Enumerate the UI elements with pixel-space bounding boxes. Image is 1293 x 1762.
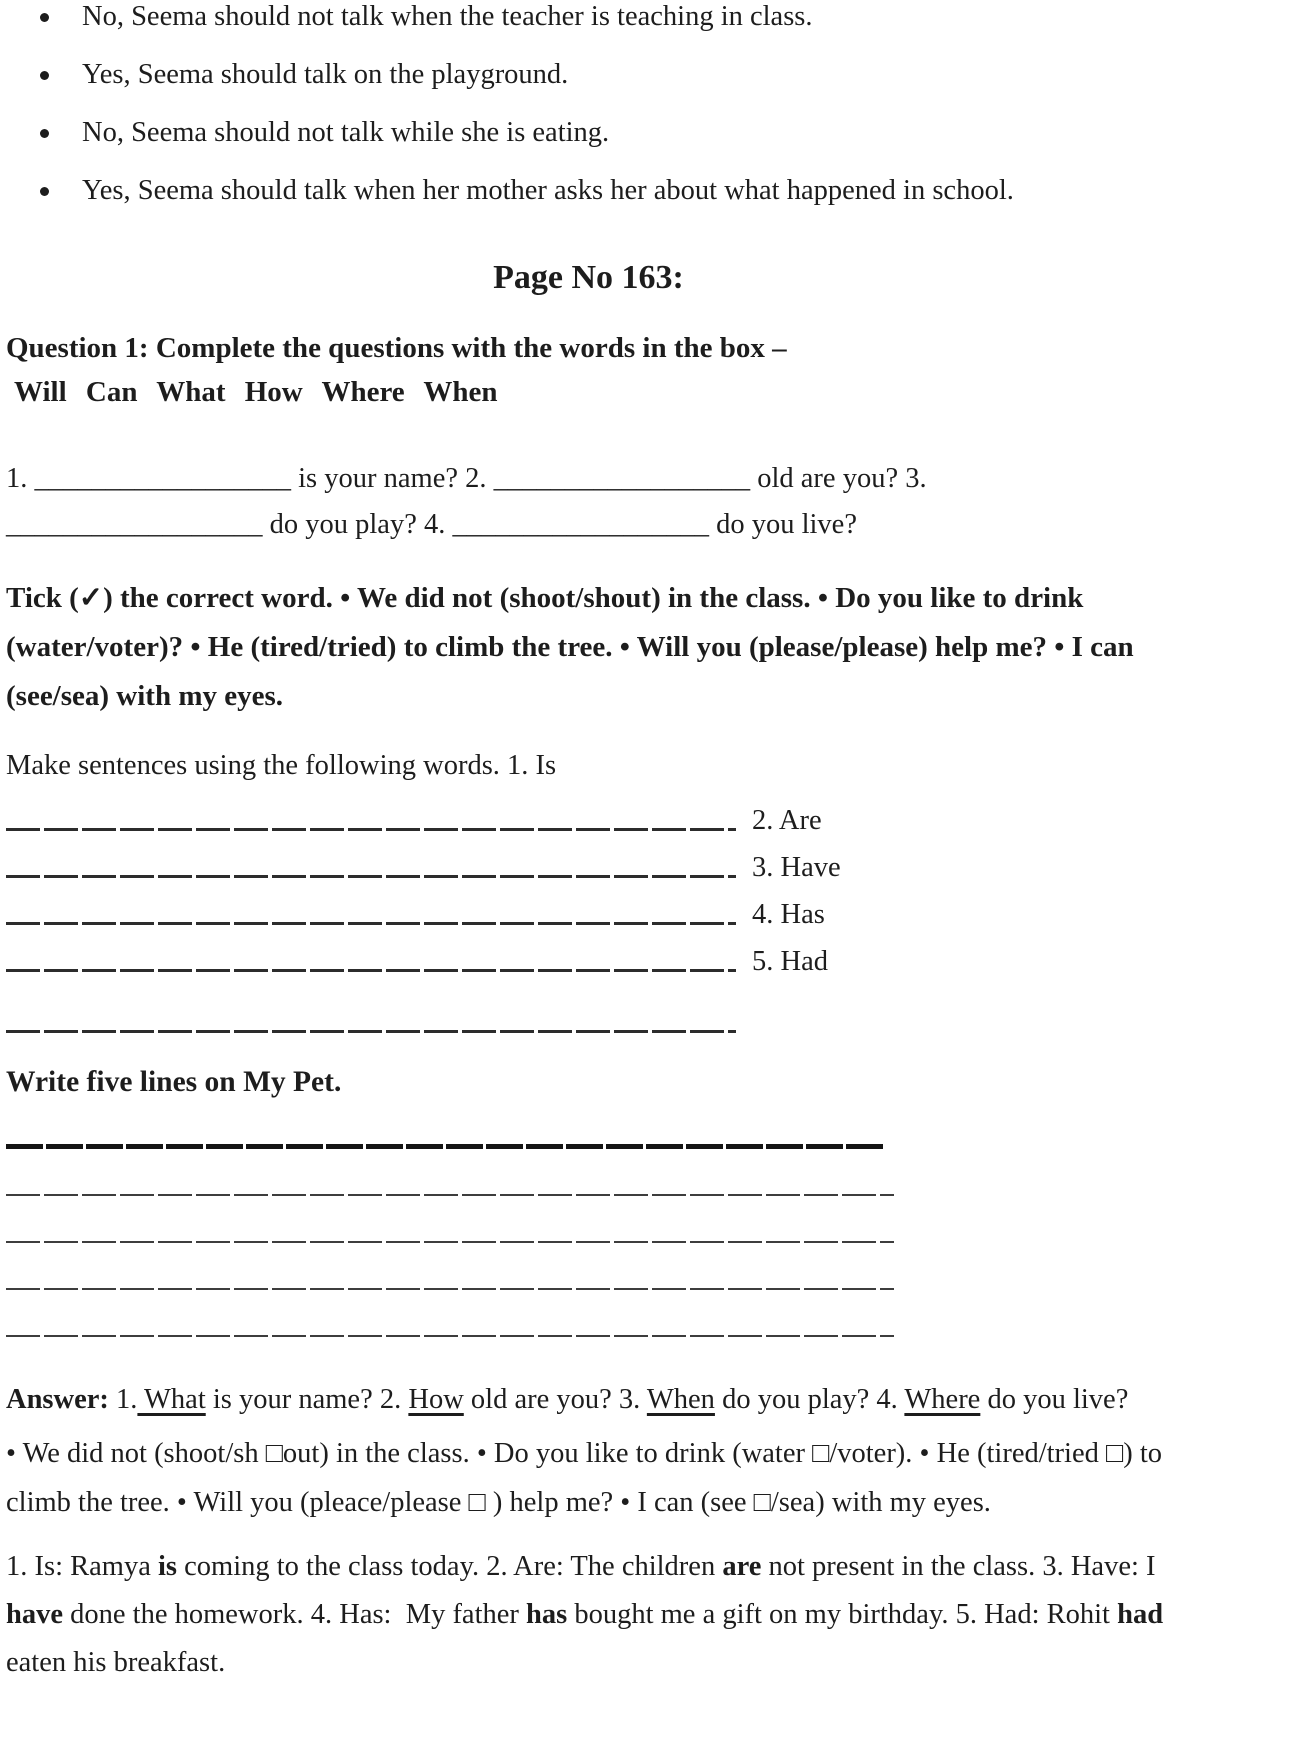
pet-line: [6, 1288, 894, 1290]
blank-line: [6, 969, 736, 972]
bullet-text: No, Seema should not talk while she is eating.: [82, 117, 610, 148]
bullet-icon: [40, 187, 49, 196]
answer-paragraph: Answer: 1. What is your name? 2. How old are you? 3. When do you play? 4. Where do you live?: [6, 1384, 1129, 1415]
sentence-label: 2. Are: [752, 805, 822, 836]
blank-line: [6, 1030, 736, 1033]
bullet-item: [6, 0, 1181, 58]
sentences-answer-paragraph: 1. Is: Ramya is coming to the class today. 2. Are: The children are not present in the class. 3. Have: I have done the homework. 4. Has: My father has bought me a gift on my birthday. 5. Had: Rohit had eaten his breakfast.: [6, 1551, 1164, 1678]
blank-line: [6, 922, 736, 925]
page-heading: Page No 163:: [493, 259, 684, 296]
bullet-list: [6, 0, 1181, 232]
sentence-blank-rows: [6, 789, 1181, 1038]
pet-line: [6, 1335, 894, 1337]
bullet-icon: [40, 71, 49, 80]
sentence-label: 4. Has: [752, 899, 825, 930]
tick-answer-paragraph: • We did not (shoot/sh □out) in the class. • Do you like to drink (water □/voter). • He (tired/tried □) to climb the tree. • Will you (pleace/please □ ) help me? • I can (see □/sea) with my eyes.: [6, 1438, 1162, 1518]
sentence-blank-row: [6, 991, 1181, 1038]
sentence-label: 3. Have: [752, 852, 841, 883]
pet-line-thick: [6, 1144, 886, 1149]
pet-line: [6, 1241, 894, 1243]
pet-line: [6, 1194, 894, 1196]
make-sentences-instruction: Make sentences using the following words. 1. Is: [6, 750, 557, 781]
blank-line: [6, 828, 736, 831]
sentence-label: 5. Had: [752, 946, 828, 977]
blank-line: [6, 875, 736, 878]
tick-instruction: Tick (✓) the correct word. • We did not (shoot/shout) in the class. • Do you like to drink (water/voter)? • He (tired/tried) to climb the tree. • Will you (please/please) help me? • I can (see/sea) with my eyes.: [6, 582, 1134, 712]
bullet-item: [6, 116, 1181, 174]
question-heading-block: [6, 326, 1181, 414]
bullet-text: No, Seema should not talk when the teacher is teaching in class.: [82, 1, 813, 32]
bullet-text: Yes, Seema should talk on the playground.: [82, 59, 569, 90]
write-five-heading: Write five lines on My Pet.: [6, 1066, 342, 1098]
bullet-item: [6, 174, 1181, 232]
sentence-blank-row: [6, 883, 1181, 930]
word-box: Will Can What How Where When: [14, 376, 498, 408]
fill-in-questions: 1. __________________ is your name? 2. __________________ old are you? 3. __________________ do you play? 4. __________________ do you live?: [6, 463, 927, 540]
sentence-blank-row: [6, 836, 1181, 883]
sentence-blank-row: [6, 930, 1181, 977]
bullet-item: [6, 58, 1181, 116]
sentence-blank-row: [6, 789, 1181, 836]
question-heading: Question 1: Complete the questions with the words in the box –: [6, 332, 787, 364]
bullet-icon: [40, 129, 49, 138]
bullet-icon: [40, 13, 49, 22]
bullet-text: Yes, Seema should talk when her mother asks her about what happened in school.: [82, 175, 1014, 206]
